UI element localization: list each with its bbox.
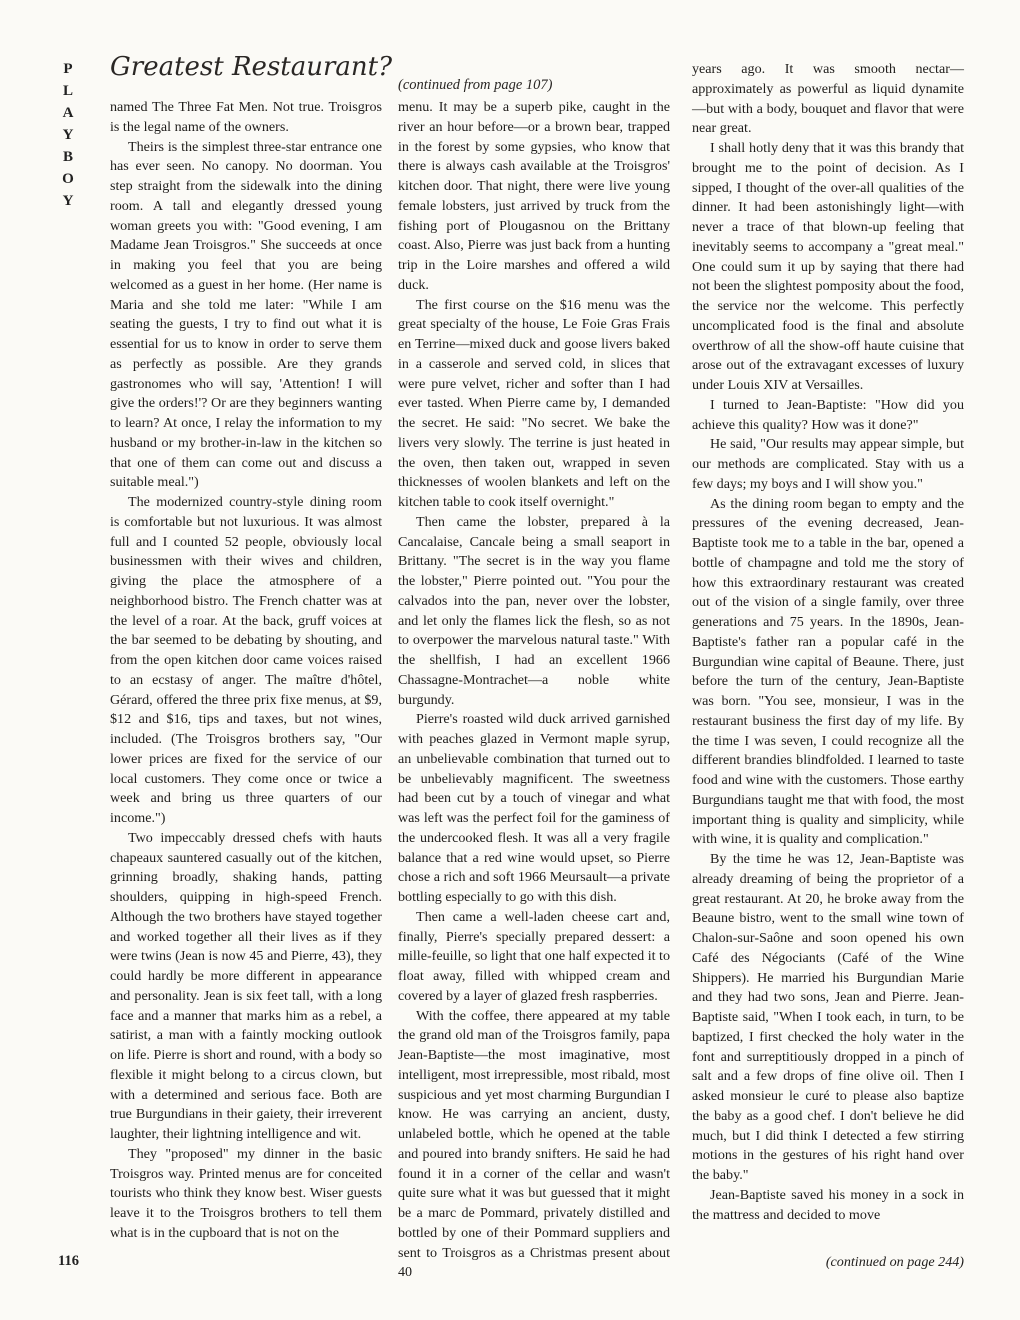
paragraph: Then came the lobster, prepared à la Cancalaise, Cancale being a small seaport in Brittany. "The secret is in the way you flame the lobster," Pierre pointed out. "You pour the calvados into the pan, never over the lobster, and let only the flames lick the flesh, so as not to overpower the marvelous natural taste." With the shellfish, I had an excellent 1966 Chassagne-Montrachet—a noble white burgundy. bbox=[398, 513, 670, 708]
masthead bbox=[57, 58, 79, 212]
paragraph: With the coffee, there appeared at my table the grand old man of the Troisgros family, papa Jean-Baptiste—the most imaginative, most intelligent, most irrepressible, most ribald, most suspicious and yet most charming Burgundian I know. He was carrying an ancient, dusty, unlabeled bottle, which he opened at the table and poured into brandy snifters. He said he had found it in a corner of the cellar and wasn't quite sure what it was but guessed that it might be a marc de Pommard, privately distilled and bottled by one of their Pommard suppliers and sent to Troisgros as a Christmas present about 40 bbox=[398, 1007, 670, 1281]
paragraph: Jean-Baptiste saved his money in a sock in the mattress and decided to move bbox=[692, 1186, 964, 1223]
continued-from: (continued from page 107) bbox=[398, 77, 553, 93]
paragraph: years ago. It was smooth nectar—approximately as powerful as liquid dynamite—but with a body, bouquet and flavor that were near great. bbox=[692, 61, 964, 137]
masthead-letter: A bbox=[62, 105, 74, 121]
paragraph: They "proposed" my dinner in the basic Troisgros way. Printed menus are for conceited tourists who think they know best. Wiser guests leave it to the Troisgros brothers to tell them what is in the cupboard that is not on the bbox=[110, 1145, 382, 1241]
paragraph: As the dining room began to empty and the pressures of the evening decreased, Jean-Baptiste took me to a table in the bar, opened a bottle of champagne and told me the story of how this extraordinary restaurant was created out of the vision of a single family, over three generations and 75 years. In the 1890s, Jean-Baptiste's father ran a popular café in the Burgundian wine capital of Beaune. There, just before the turn of the century, Jean-Baptiste was born. "You see, monsieur, I was in the restaurant business the first day of my life. By the time I was seven, I could recognize all the different brandies blindfolded. I learned to taste food and wine with the customers. Those earthy Burgundians taught me that with food, the most important thing is quality and simplicity, while with wine, it is quality and complication." bbox=[692, 495, 964, 848]
paragraph: He said, "Our results may appear simple, but our methods are complicated. Stay with us a few days; my boys and I will show you." bbox=[692, 436, 964, 492]
paragraph: The first course on the $16 menu was the great specialty of the house, Le Foie Gras Frais en Terrine—mixed duck and goose livers baked in a casserole and served cold, in slices that were pure velvet, richer and softer than I had ever tasted. When Pierre came by, I demanded the secret. He said: "No secret. We bake the livers very slowly. The terrine is just heated in the oven, then taken out, wrapped in seven thicknesses of woolen blankets and left on the kitchen table to cook itself overnight." bbox=[398, 296, 670, 510]
masthead-letter: Y bbox=[62, 127, 74, 143]
page-number: 116 bbox=[58, 1253, 79, 1269]
paragraph: Two impeccably dressed chefs with hauts chapeaux sauntered casually out of the kitchen, grinning broadly, shaking hands, patting shoulders, quipping in high-speed French. Although the two brothers have stayed together and worked together all their lives as if they were twins (Jean is now 45 and Pierre, 43), they could hardly be more different in appearance and personality. Jean is six feet tall, with a long face and a manner that marks him as a rebel, a satirist, a man with a faintly mocking outlook on life. Pierre is short and round, with a body so flexible it might belong to a circus clown, but with a determined and serious face. Both are true Burgundians in their gaiety, their irreverent laughter, their lightning intelligence and wit. bbox=[110, 829, 382, 1142]
continued-on: (continued on page 244) bbox=[825, 1254, 964, 1270]
column-1 bbox=[110, 98, 382, 1244]
masthead-letter: P bbox=[63, 61, 73, 77]
headline: Greatest Restaurant? bbox=[110, 52, 393, 82]
paragraph: By the time he was 12, Jean-Baptiste was already dreaming of being the proprietor of a great restaurant. At 20, he broke away from the Beaune bistro, went to the small wine town of Chalon-sur-Saône and soon opened his own Café des Négociants (Café of the Wine Shippers). He married his Burgundian Marie and they had two sons, Jean and Pierre. Jean-Baptiste said, "When I took each, in turn, to be baptized, I first checked the holy water in the font and surreptitiously dropped in a pinch of salt and a few drops of fine olive oil. Then I asked monsieur le curé to please also baptize the baby as a good chef. I don't believe he did much, but I did think I detected a few stirring motions in the gestures of his right hand over the baby." bbox=[692, 851, 964, 1183]
paragraph: named The Three Fat Men. Not true. Troisgros is the legal name of the owners. bbox=[110, 99, 382, 135]
paragraph: menu. It may be a superb pike, caught in the river an hour before—or a brown bear, trapped in the forest by some gypsies, who know that there is always cash available at the Troisgros' kitchen door. That night, there were live young female lobsters, just arrived by truck from the fishing port of Plougasnou on the Brittany coast. Also, Pierre was just back from a hunting trip in the Loire marshes and offered a wild duck. bbox=[398, 99, 670, 293]
masthead-letter: O bbox=[62, 171, 74, 187]
masthead-letter: B bbox=[62, 149, 73, 165]
paragraph: Pierre's roasted wild duck arrived garnished with peaches glazed in Vermont maple syrup, an unbelievable combination that turned out to be unbelievably magnificent. The sweetness had been cut by a touch of vinegar and what was left was the perfect foil for the gaminess of the undercooked flesh. It was all a very fragile balance that a red wine would upset, so Pierre chose a rich and soft 1966 Meursault—a private bottling especially to go with this dish. bbox=[398, 711, 670, 905]
column-2 bbox=[398, 98, 670, 1283]
paragraph: The modernized country-style dining room is comfortable but not luxurious. It was almost full and I counted 52 people, obviously local businessmen with their wives and children, giving the place the atmosphere of a neighborhood bistro. The French chatter was at the level of a roar. At the back, gruff voices at the bar seemed to be debating by shouting, and from the open kitchen door came voices raised to an ecstasy of anger. The maître d'hôtel, Gérard, offered the three prix fixe menus, at $9, $12 and $16, tips and taxes, but not wines, included. (The Troisgros brothers say, "Our lower prices are fixed for the service of our local customers. They come once or twice a week and bring us three quarters of our income.") bbox=[110, 494, 382, 826]
paragraph: I shall hotly deny that it was this brandy that brought me to the point of decision. As I sipped, I thought of the over-all qualities of the dinner. It had been astonishingly light—with never a trace of that blown-up feeling that inevitably seems to accompany a "great meal." One could sum it up by saying that there had not been the slightest pomposity about the food, the service nor the welcome. This perfectly uncomplicated food is the final and absolute overthrow of all the show-off haute cuisine that arose out of the extravagant excesses of luxury under Louis XIV at Versailles. bbox=[692, 140, 964, 393]
paragraph: I turned to Jean-Baptiste: "How did you achieve this quality? How was it done?" bbox=[692, 396, 964, 433]
masthead-letter: Y bbox=[62, 193, 74, 209]
column-3 bbox=[692, 60, 964, 1225]
paragraph: Then came a well-laden cheese cart and, finally, Pierre's specially prepared dessert: a mille-feuille, so light that one half expected it to float away, filled with whipped cream and covered by a layer of glazed fresh raspberries. bbox=[398, 908, 671, 1004]
masthead-letter: L bbox=[62, 83, 73, 99]
paragraph: Theirs is the simplest three-star entrance one has ever seen. No canopy. No doorman. You step straight from the sidewalk into the dining room. A tall and elegantly dressed young woman greets you with: "Good evening, I am Madame Jean Troisgros." She succeeds at once in making you feel that you are being welcomed as a guest in her home. (Her name is Maria and she told me later: "While I am seating the guests, I try to find out what it is essential for us to know in order to serve them as perfectly as possible. Are they grands gastronomes who will say, 'Attention! I will give the orders!'? Or are they beginners wanting to learn? At once, I relay the information to my husband or my brother-in-law in the kitchen so that one of them can come out and discuss a suitable meal.") bbox=[110, 138, 382, 491]
